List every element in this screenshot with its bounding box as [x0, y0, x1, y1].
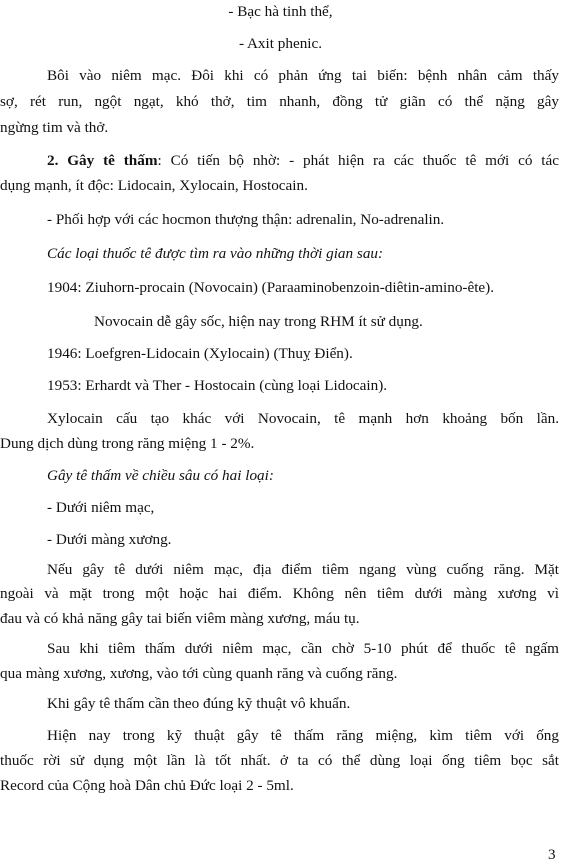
list-item: - Dưới niêm mạc, [47, 499, 155, 516]
section-heading-line [47, 152, 559, 170]
list-item-menthol: - Bạc hà tinh thể, [228, 3, 333, 20]
section-heading-text: : Có tiến bộ nhờ: - phát hiện ra các thuốc tê mới có tác [157, 152, 559, 169]
paragraph-line: Sau khi tiêm thấm dưới niêm mạc, cần chờ 5-10 phút để thuốc tê ngấm [47, 640, 559, 657]
paragraph-line: sợ, rét run, ngột ngạt, khó thở, tim nhanh, đồng tử giãn có thể nặng gây [0, 93, 559, 110]
paragraph-line: 1953: Erhardt và Ther - Hostocain (cùng loại Lidocain). [47, 377, 388, 394]
paragraph-line: dụng mạnh, ít độc: Lidocain, Xylocain, Hostocain. [0, 177, 308, 194]
paragraph-line: Xylocain cấu tạo khác với Novocain, tê mạnh hơn khoảng bốn lần. [47, 410, 559, 427]
section-heading: 2. Gây tê thấm [47, 152, 158, 169]
paragraph-line: - Phối hợp với các hocmon thượng thận: adrenalin, No-adrenalin. [47, 211, 445, 228]
italic-subheading: Các loại thuốc tê được tìm ra vào những thời gian sau: [47, 245, 384, 262]
paragraph-line: Bôi vào niêm mạc. Đôi khi có phản ứng tai biến: bệnh nhân cảm thấy [47, 67, 559, 84]
paragraph-line: Hiện nay trong kỹ thuật gây tê thấm răng miệng, kìm tiêm với ống [47, 727, 559, 744]
paragraph-line: Dung dịch dùng trong răng miệng 1 - 2%. [0, 435, 255, 452]
paragraph-line: ngừng tim và thở. [0, 119, 109, 136]
paragraph-line: Record của Cộng hoà Dân chủ Đức loại 2 - 5ml. [0, 777, 294, 794]
paragraph-line: thuốc rời sử dụng một lần là tốt nhất. ở ta có thể dùng loại ống tiêm bọc sắt [0, 752, 559, 769]
italic-subheading: Gây tê thấm về chiều sâu có hai loại: [47, 467, 274, 484]
paragraph-line: qua màng xương, xương, vào tới cùng quanh răng và cuống răng. [0, 665, 398, 682]
paragraph-line: 1946: Loefgren-Lidocain (Xylocain) (Thuỵ Điển). [47, 345, 353, 362]
paragraph-line: 1904: Ziuhorn-procain (Novocain) (Paraaminobenzoin-diêtin-amino-ête). [47, 279, 495, 296]
paragraph-line: Khi gây tê thấm cần theo đúng kỹ thuật vô khuẩn. [47, 695, 351, 712]
list-item-phenic-acid: - Axit phenic. [238, 35, 323, 52]
paragraph-line: đau và có khả năng gây tai biến viêm màng xương, máu tụ. [0, 610, 360, 627]
paragraph-line: ngoài và mặt trong một hoặc hai điểm. Không nên tiêm dưới màng xương vì [0, 585, 559, 602]
paragraph-line: Novocain dễ gây sốc, hiện nay trong RHM ít sử dụng. [94, 313, 423, 330]
paragraph-line: Nếu gây tê dưới niêm mạc, địa điểm tiêm ngang vùng cuống răng. Mặt [47, 561, 559, 578]
page-number: 3 [548, 846, 556, 863]
list-item: - Dưới màng xương. [47, 531, 172, 548]
